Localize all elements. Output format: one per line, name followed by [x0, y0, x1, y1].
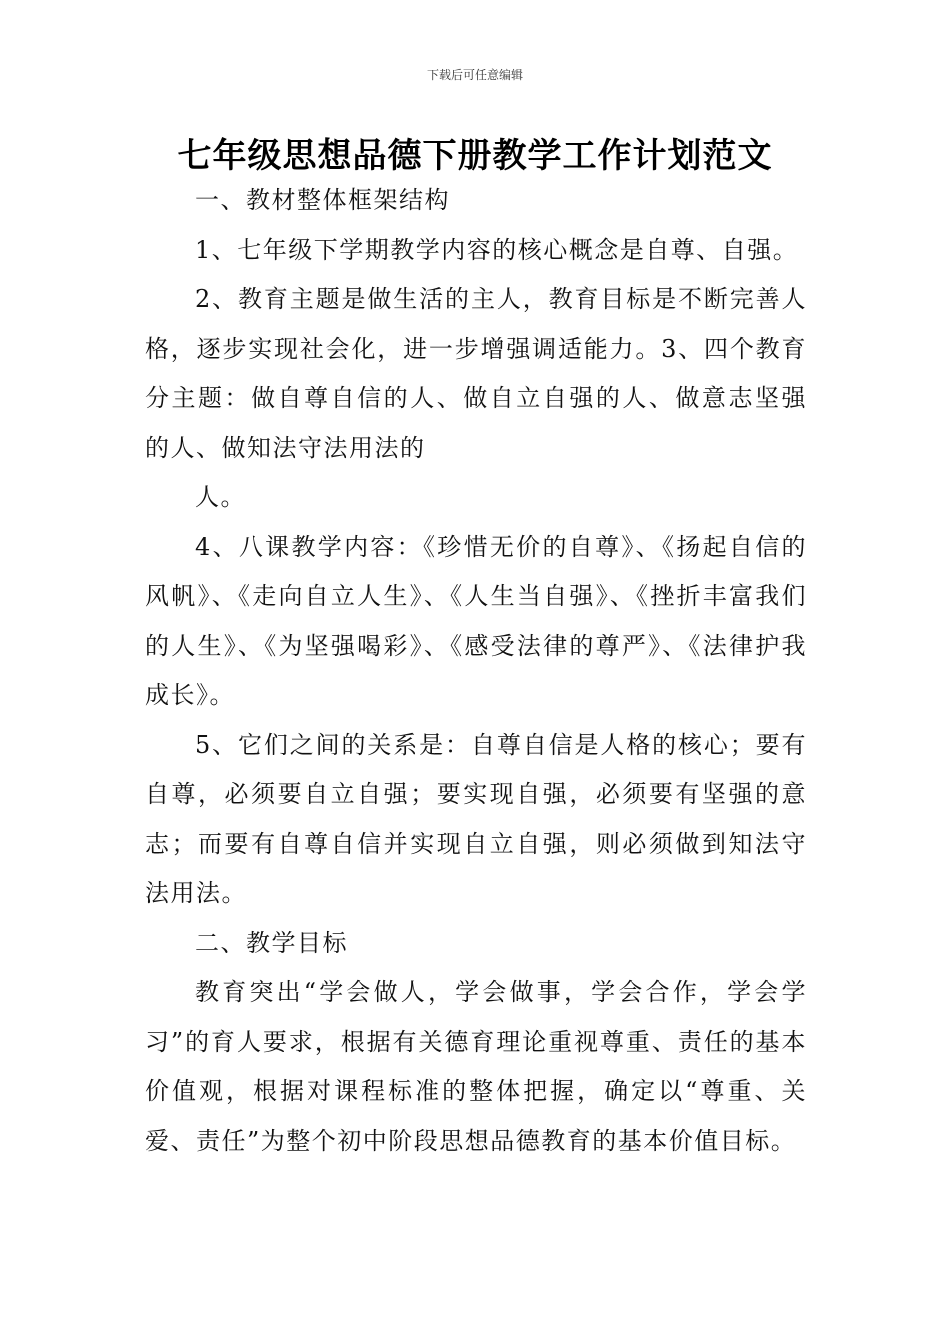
header-note: 下载后可任意编辑: [426, 68, 523, 82]
paragraph-item-1: 1、七年级下学期教学内容的核心概念是自尊、自强。: [195, 235, 799, 264]
document-body: [145, 176, 807, 1166]
paragraph-item-4: 4、八课教学内容：《珍惜无价的自尊》、《扬起自信的风帆》、《走向自立人生》、《人生当自强》、《挫折丰富我们的人生》、《为坚强喝彩》、《感受法律的尊严》、《法律护我成长》。: [145, 532, 807, 709]
paragraph-section-2-heading: 二、教学目标: [195, 928, 348, 957]
paragraph-section-1-heading: 一、教材整体框架结构: [195, 186, 450, 214]
paragraph-continuation: 人。: [195, 483, 246, 511]
paragraph-item-5: 5、它们之间的关系是：自尊自信是人格的核心；要有自尊，必须要自立自强；要实现自强，必须要有坚强的意志；而要有自尊自信并实现自立自强，则必须做到知法守法用法。: [145, 730, 807, 907]
paragraph-goals: 教育突出“学会做人，学会做事，学会合作，学会学习”的育人要求，根据有关德育理论重视尊重、责任的基本价值观，根据对课程标准的整体把握，确定以“尊重、关爱、责任”为整个初中阶段思想品德教育的基本价值目标。: [145, 978, 807, 1155]
paragraph-item-2-3: 2、教育主题是做生活的主人，教育目标是不断完善人格，逐步实现社会化，进一步增强调适能力。3、四个教育分主题：做自尊自信的人、做自立自强的人、做意志坚强的人、做知法守法用法的: [145, 285, 807, 462]
document-title: 七年级思想品德下册教学工作计划范文: [177, 136, 773, 176]
